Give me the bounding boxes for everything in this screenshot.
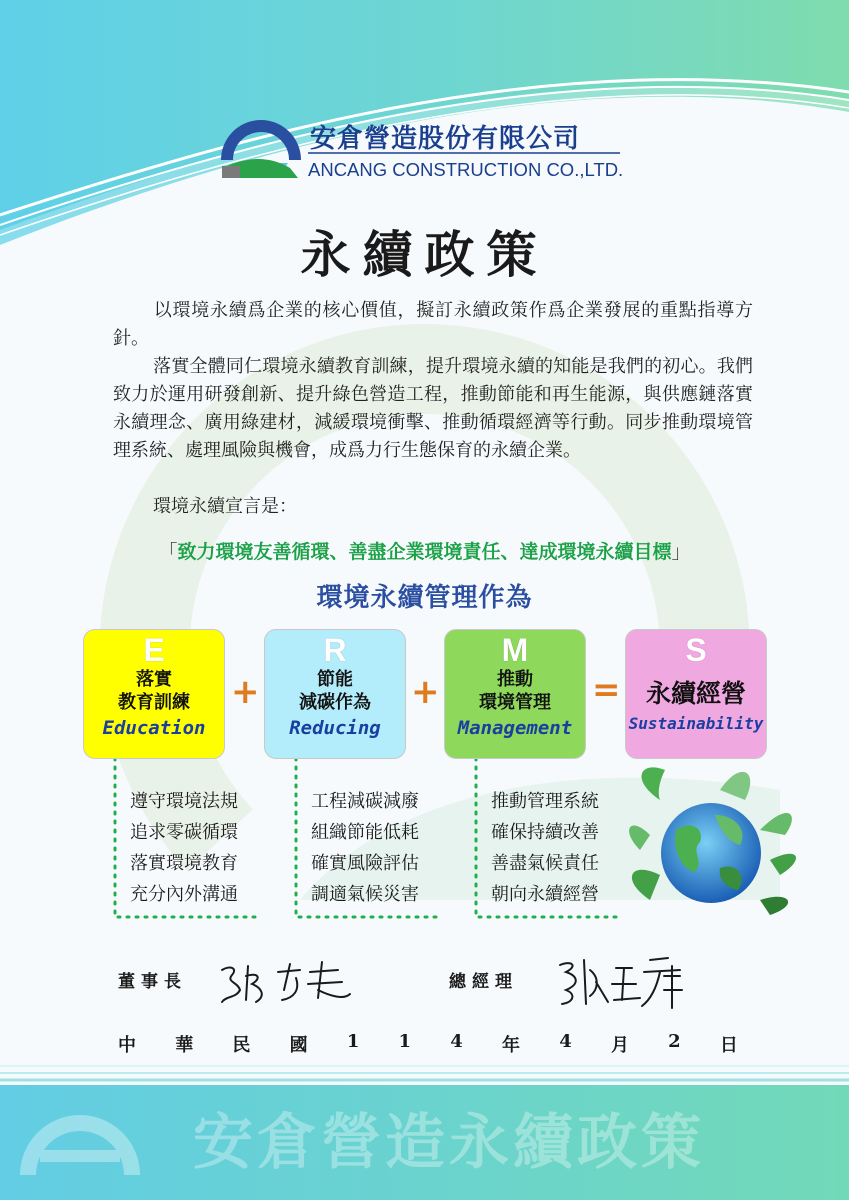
list-item: 落實環境教育 [130,853,238,874]
list-item: 朝向永續經營 [491,884,599,905]
box-zh-2: 減碳作為 [299,692,371,713]
list-item: 充分內外溝通 [130,884,238,905]
equals-operator: = [592,670,621,710]
list-item: 確保持續改善 [491,822,599,843]
box-zh-1: 節能 [317,669,353,690]
list-item: 遵守環境法規 [130,791,238,812]
list-item: 推動管理系統 [491,791,599,812]
box-en: Education [102,717,206,739]
box-zh-1: 落實 [136,669,172,690]
box-zh-1: 永續經營 [645,679,746,708]
date-char: 華 [175,1035,194,1056]
box-zh-2: 教育訓練 [118,692,190,713]
page-title: 永續政策 [300,225,549,284]
company-name-en: ANCANG CONSTRUCTION CO.,LTD. [308,159,624,180]
date-char: 國 [289,1035,308,1056]
box-letter: M [501,632,529,668]
date-char: 1 [398,1031,412,1052]
paragraph-1: 以環境永續爲企業的核心價值，擬訂永續政策作爲企業發展的重點指導方針。 [113,300,753,349]
date-char: 中 [118,1035,136,1056]
box-letter: R [323,632,347,668]
date-char: 1 [346,1031,360,1052]
plus-operator-1: + [231,672,260,712]
box-en: Reducing [289,717,381,739]
date-char: 2 [668,1031,681,1052]
box-reducing [264,629,406,759]
box-sustainability [625,629,767,759]
paragraph-3: 環境永續宣言是： [153,496,297,517]
date-char: 4 [559,1031,572,1052]
box-en: Management [457,717,573,739]
list-education [130,786,238,910]
declaration-text: 致力環境友善循環、善盡企業環境責任、達成環境永續目標 [177,541,672,563]
box-letter: S [685,632,707,668]
list-item: 調適氣候災害 [311,884,419,905]
date-char: 年 [502,1035,521,1056]
plus-operator-2: + [411,672,440,712]
footer-watermark-text: 安倉營造永續政策 [193,1108,705,1178]
date-char: 日 [719,1035,738,1056]
list-management [491,786,599,910]
box-en: Sustainability [628,714,764,733]
list-reducing [311,786,419,910]
date-char: 民 [232,1035,251,1056]
date-char: 4 [450,1031,463,1052]
list-item: 確實風險評估 [311,853,419,874]
box-management [444,629,586,759]
list-item: 善盡氣候責任 [491,853,599,874]
date-line [118,1031,738,1057]
declaration: 「致力環境友善循環、善盡企業環境責任、達成環境永續目標」 [158,541,691,563]
date-char: 月 [610,1035,629,1056]
box-zh-2: 環境管理 [479,692,551,713]
general-manager-label: 總經理 [449,972,518,992]
list-item: 追求零碳循環 [130,822,238,843]
list-item: 組織節能低耗 [311,822,419,843]
list-item: 工程減碳減廢 [311,791,419,812]
paragraph-2: 落實全體同仁環境永續教育訓練，提升環境永續的知能是我們的初心。我們致力於運用研發創新、提升綠色營造工程，推動節能和再生能源，與供應鏈落實永續理念、廣用綠建材，減緩環境衝擊、推動循環經濟等行動。同步推動環境管理系統、處理風險與機會，成爲力行生態保育的永續企業。 [113,356,753,461]
box-zh-1: 推動 [497,669,533,690]
box-letter: E [143,632,165,668]
chairman-label: 董事長 [118,972,187,992]
management-title: 環境永續管理作為 [316,583,533,613]
company-name-zh: 安倉營造股份有限公司 [310,124,581,154]
box-education [83,629,225,759]
